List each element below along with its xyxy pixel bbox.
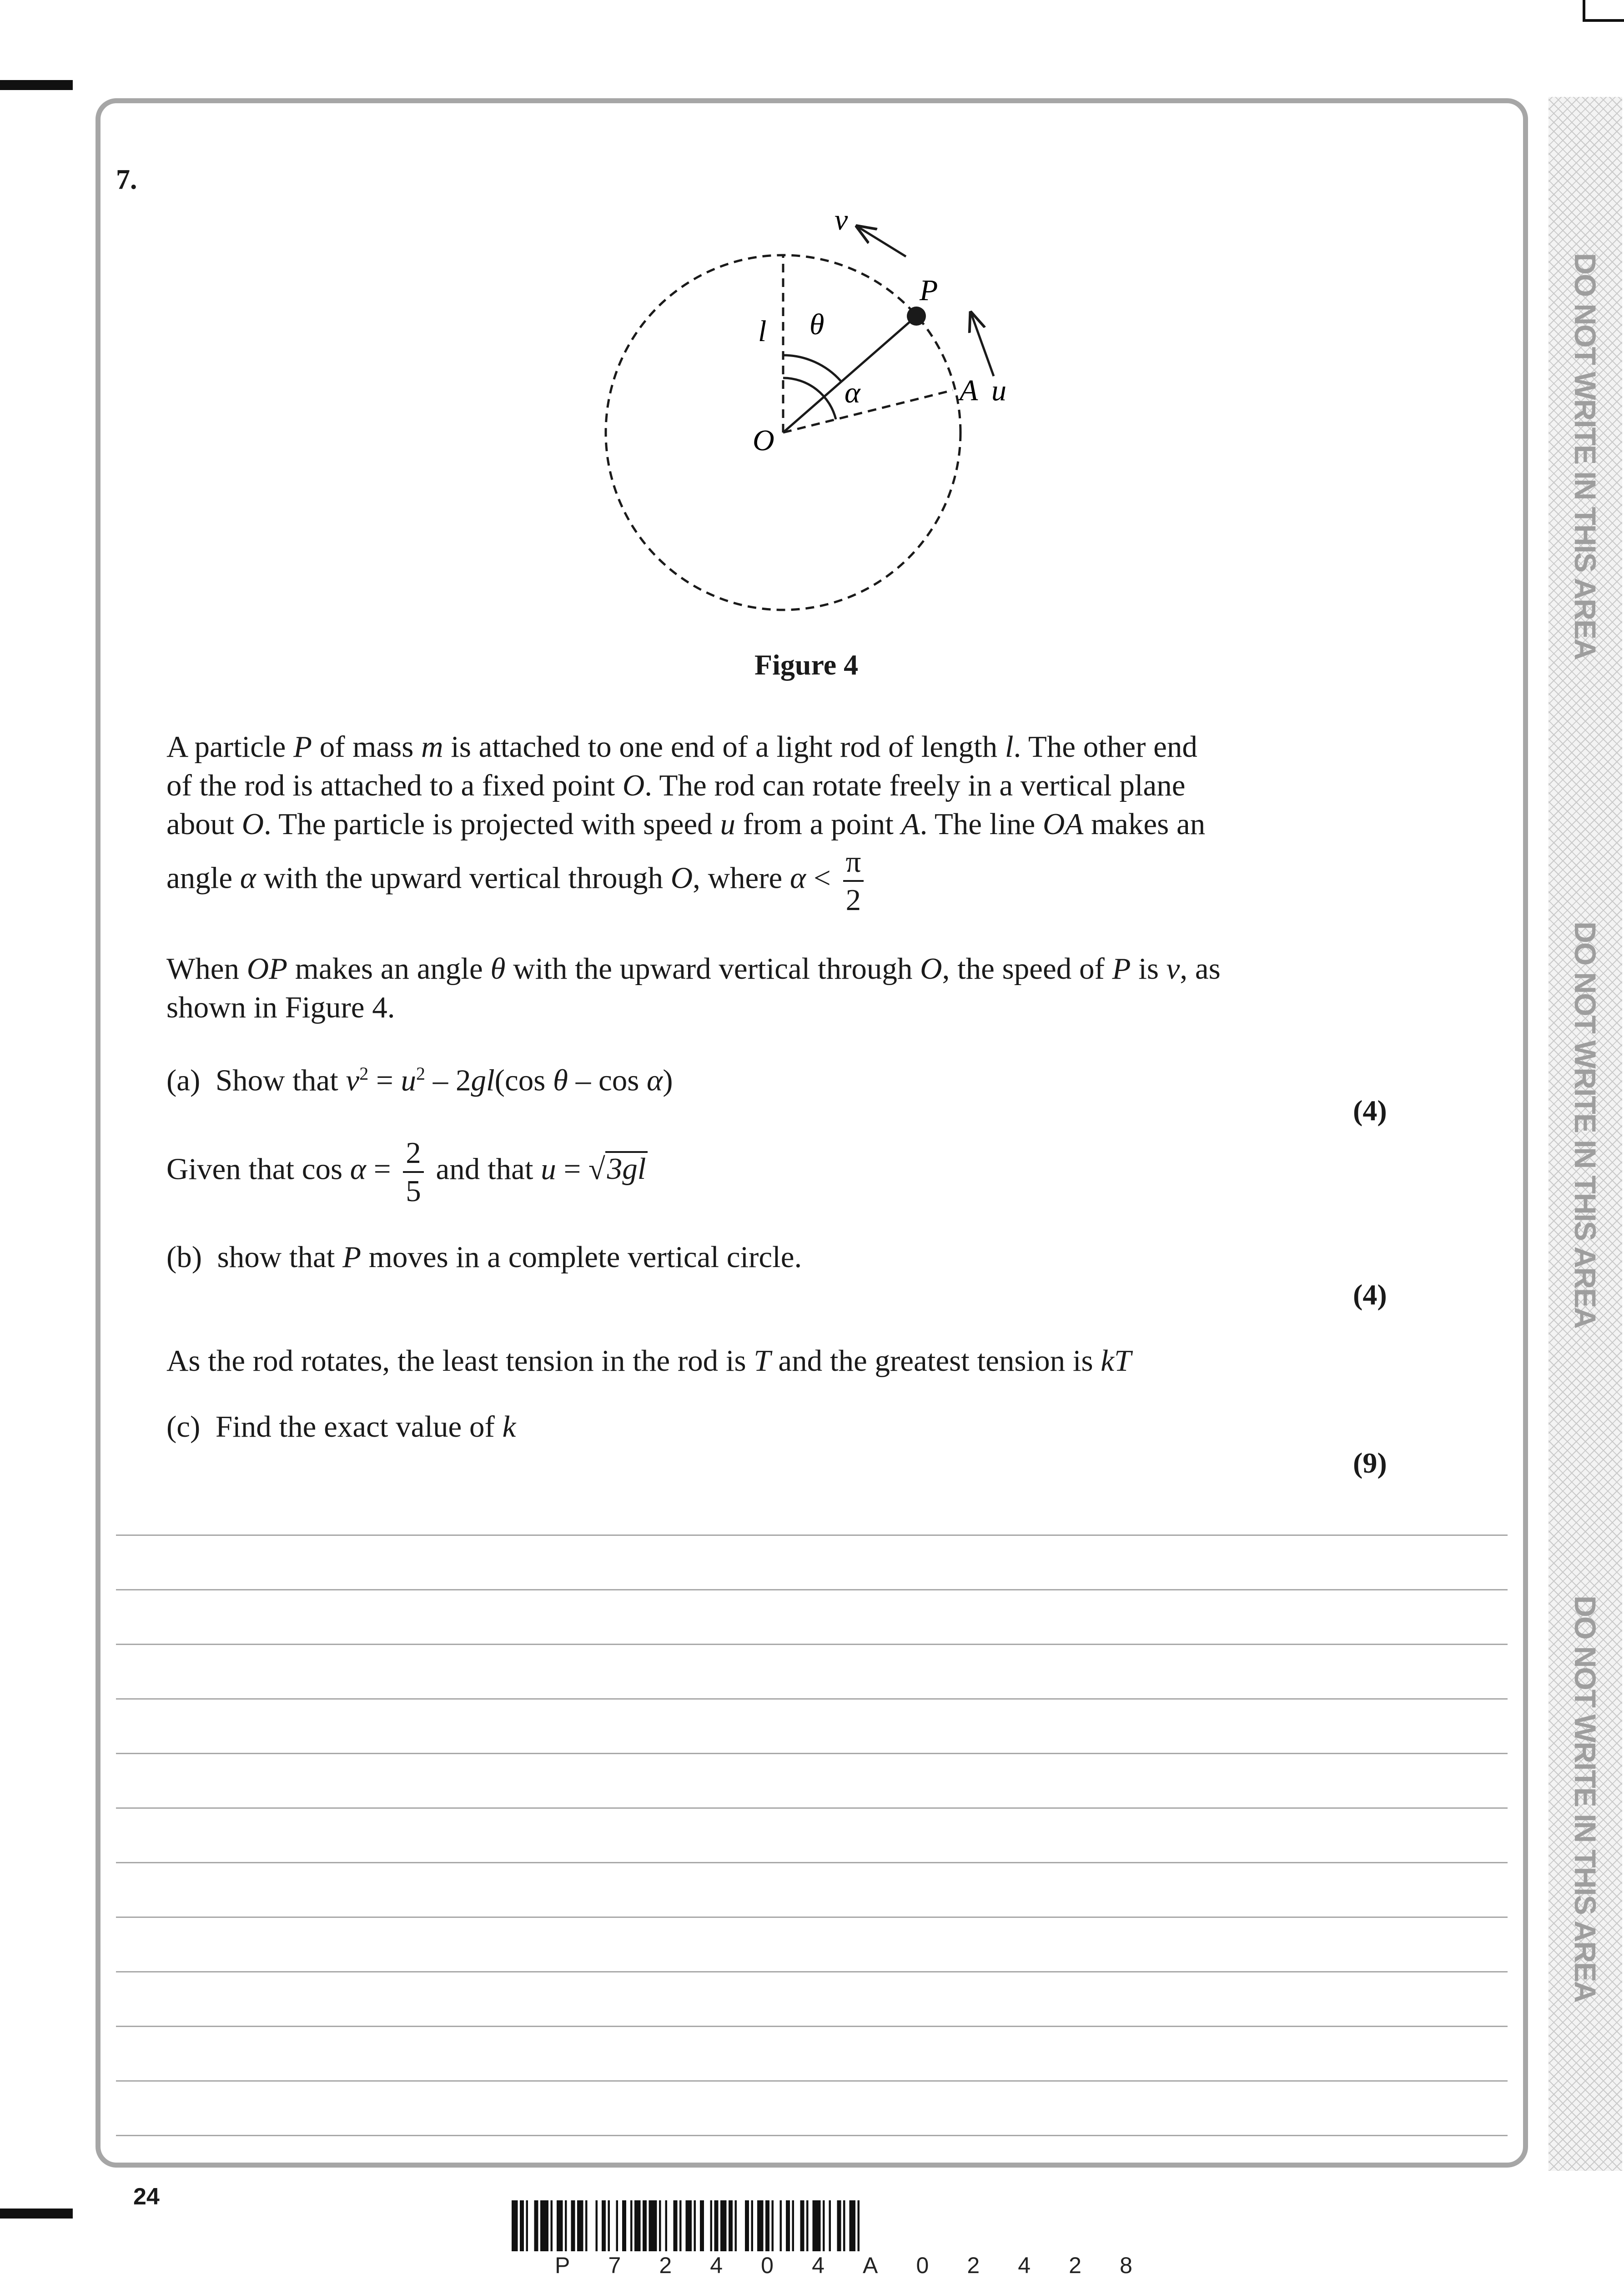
label-l: l bbox=[758, 315, 767, 348]
barcode-bar bbox=[596, 2200, 598, 2251]
given-statement: Given that cos α = $\frac{2}{5}$ and that u = √3gl bbox=[166, 1135, 1349, 1209]
barcode-bar bbox=[806, 2200, 809, 2251]
barcode-bar bbox=[751, 2200, 754, 2251]
barcode bbox=[512, 2200, 1130, 2251]
barcode-bar bbox=[729, 2200, 733, 2251]
barcode-bar bbox=[772, 2200, 774, 2251]
answer-line[interactable] bbox=[116, 1917, 1508, 1918]
label-u: u bbox=[991, 374, 1006, 407]
intro-line-4: angle α with the upward vertical through O, where α < $\frac{\pi}{2}$ bbox=[166, 844, 1349, 918]
answer-line[interactable] bbox=[116, 1971, 1508, 1972]
label-alpha: α bbox=[845, 376, 860, 409]
part-a: (a) Show that $v^2 = u^2 - 2gl(\cos$ θ – cos α) bbox=[166, 1063, 673, 1097]
tension-statement: As the rod rotates, the least tension in the rod is T and the greatest tension is kT bbox=[166, 1344, 1131, 1378]
barcode-bar bbox=[520, 2200, 524, 2251]
barcode-bar bbox=[800, 2200, 804, 2251]
barcode-bar bbox=[643, 2200, 647, 2251]
barcode-bar bbox=[622, 2200, 626, 2251]
figure-4-diagram bbox=[568, 191, 1069, 628]
barcode-text: P 7 2 4 0 4 A 0 2 4 2 8 bbox=[555, 2253, 1132, 2274]
margin-mark bbox=[0, 80, 73, 90]
answer-line[interactable] bbox=[116, 2135, 1508, 2136]
barcode-bar bbox=[720, 2200, 727, 2251]
two-fifths-fraction: $\frac{2}{5}$ bbox=[403, 1135, 424, 1209]
particle-p bbox=[907, 307, 926, 326]
margin-mark bbox=[0, 2209, 73, 2219]
barcode-bar bbox=[694, 2200, 696, 2251]
label-a: A bbox=[960, 374, 978, 407]
barcode-bar bbox=[786, 2200, 790, 2251]
figure-caption: Figure 4 bbox=[754, 649, 859, 681]
barcode-bar bbox=[571, 2200, 575, 2251]
barcode-bar bbox=[616, 2200, 618, 2251]
barcode-bar bbox=[551, 2200, 553, 2251]
part-b: (b) show that P moves in a complete vertical circle. bbox=[166, 1240, 802, 1274]
barcode-bar bbox=[585, 2200, 588, 2251]
barcode-bar bbox=[577, 2200, 583, 2251]
barcode-bar bbox=[837, 2200, 841, 2251]
barcode-bar bbox=[735, 2200, 737, 2251]
barcode-bar bbox=[710, 2200, 713, 2251]
marks-a: (4) bbox=[1353, 1094, 1387, 1127]
answer-line[interactable] bbox=[116, 2080, 1508, 2082]
part-c: (c) Find the exact value of k bbox=[166, 1410, 516, 1444]
barcode-bar bbox=[813, 2200, 821, 2251]
crop-mark bbox=[1583, 0, 1585, 22]
answer-line[interactable] bbox=[116, 1589, 1508, 1590]
angle-statement: When OP makes an angle θ with the upward vertical through O, the speed of P is v, as shown in Figure 4. bbox=[166, 952, 1221, 1024]
velocity-u-arrow bbox=[971, 313, 994, 376]
barcode-bar bbox=[858, 2200, 860, 2251]
rod-op bbox=[783, 316, 916, 433]
barcode-bar bbox=[630, 2200, 633, 2251]
barcode-bar bbox=[540, 2200, 548, 2251]
intro-line-2: of the rod is attached to a fixed point O. The rod can rotate freely in a vertical plane bbox=[166, 769, 1186, 802]
label-theta: θ bbox=[809, 308, 825, 341]
barcode-bar bbox=[634, 2200, 641, 2251]
barcode-bar bbox=[649, 2200, 657, 2251]
answer-line[interactable] bbox=[116, 1753, 1508, 1754]
barcode-bar bbox=[829, 2200, 831, 2251]
intro-line-3: about O. The particle is projected with speed u from a point A. The line OA makes an bbox=[166, 807, 1206, 841]
crop-mark bbox=[1585, 19, 1624, 22]
alpha-arc bbox=[783, 378, 836, 419]
barcode-bar bbox=[843, 2200, 845, 2251]
answer-line[interactable] bbox=[116, 1862, 1508, 1863]
velocity-v-arrow bbox=[857, 226, 906, 257]
barcode-bar bbox=[665, 2200, 668, 2251]
marks-c: (9) bbox=[1353, 1447, 1387, 1479]
page-number: 24 bbox=[133, 2183, 160, 2210]
question-intro bbox=[166, 728, 1349, 844]
pi-over-2-fraction: $\frac{\pi}{2}$ bbox=[843, 844, 864, 918]
barcode-bar bbox=[602, 2200, 606, 2251]
answer-line[interactable] bbox=[116, 1534, 1508, 1536]
barcode-bar bbox=[526, 2200, 528, 2251]
barcode-bar bbox=[679, 2200, 682, 2251]
barcode-bar bbox=[674, 2200, 678, 2251]
label-v: v bbox=[835, 203, 848, 236]
barcode-bar bbox=[714, 2200, 719, 2251]
barcode-bar bbox=[745, 2200, 749, 2251]
barcode-bar bbox=[757, 2200, 764, 2251]
answer-line[interactable] bbox=[116, 2026, 1508, 2027]
answer-line[interactable] bbox=[116, 1644, 1508, 1645]
label-p: P bbox=[920, 274, 938, 307]
barcode-bar bbox=[850, 2200, 856, 2251]
barcode-bar bbox=[686, 2200, 692, 2251]
barcode-bar bbox=[557, 2200, 563, 2251]
theta-arc bbox=[783, 355, 841, 381]
barcode-bar bbox=[823, 2200, 825, 2251]
barcode-bar bbox=[512, 2200, 518, 2251]
question-number: 7. bbox=[116, 164, 137, 195]
barcode-bar bbox=[765, 2200, 769, 2251]
answer-line[interactable] bbox=[116, 1807, 1508, 1809]
intro-line-1: A particle P of mass m is attached to one end of a light rod of length l. The other end bbox=[166, 730, 1197, 764]
barcode-bar bbox=[565, 2200, 567, 2251]
barcode-bar bbox=[608, 2200, 610, 2251]
barcode-bar bbox=[659, 2200, 661, 2251]
label-o: O bbox=[753, 424, 774, 457]
marks-b: (4) bbox=[1353, 1278, 1387, 1311]
barcode-bar bbox=[780, 2200, 782, 2251]
answer-line[interactable] bbox=[116, 1698, 1508, 1700]
barcode-bar bbox=[700, 2200, 704, 2251]
barcode-bar bbox=[534, 2200, 538, 2251]
barcode-bar bbox=[792, 2200, 794, 2251]
